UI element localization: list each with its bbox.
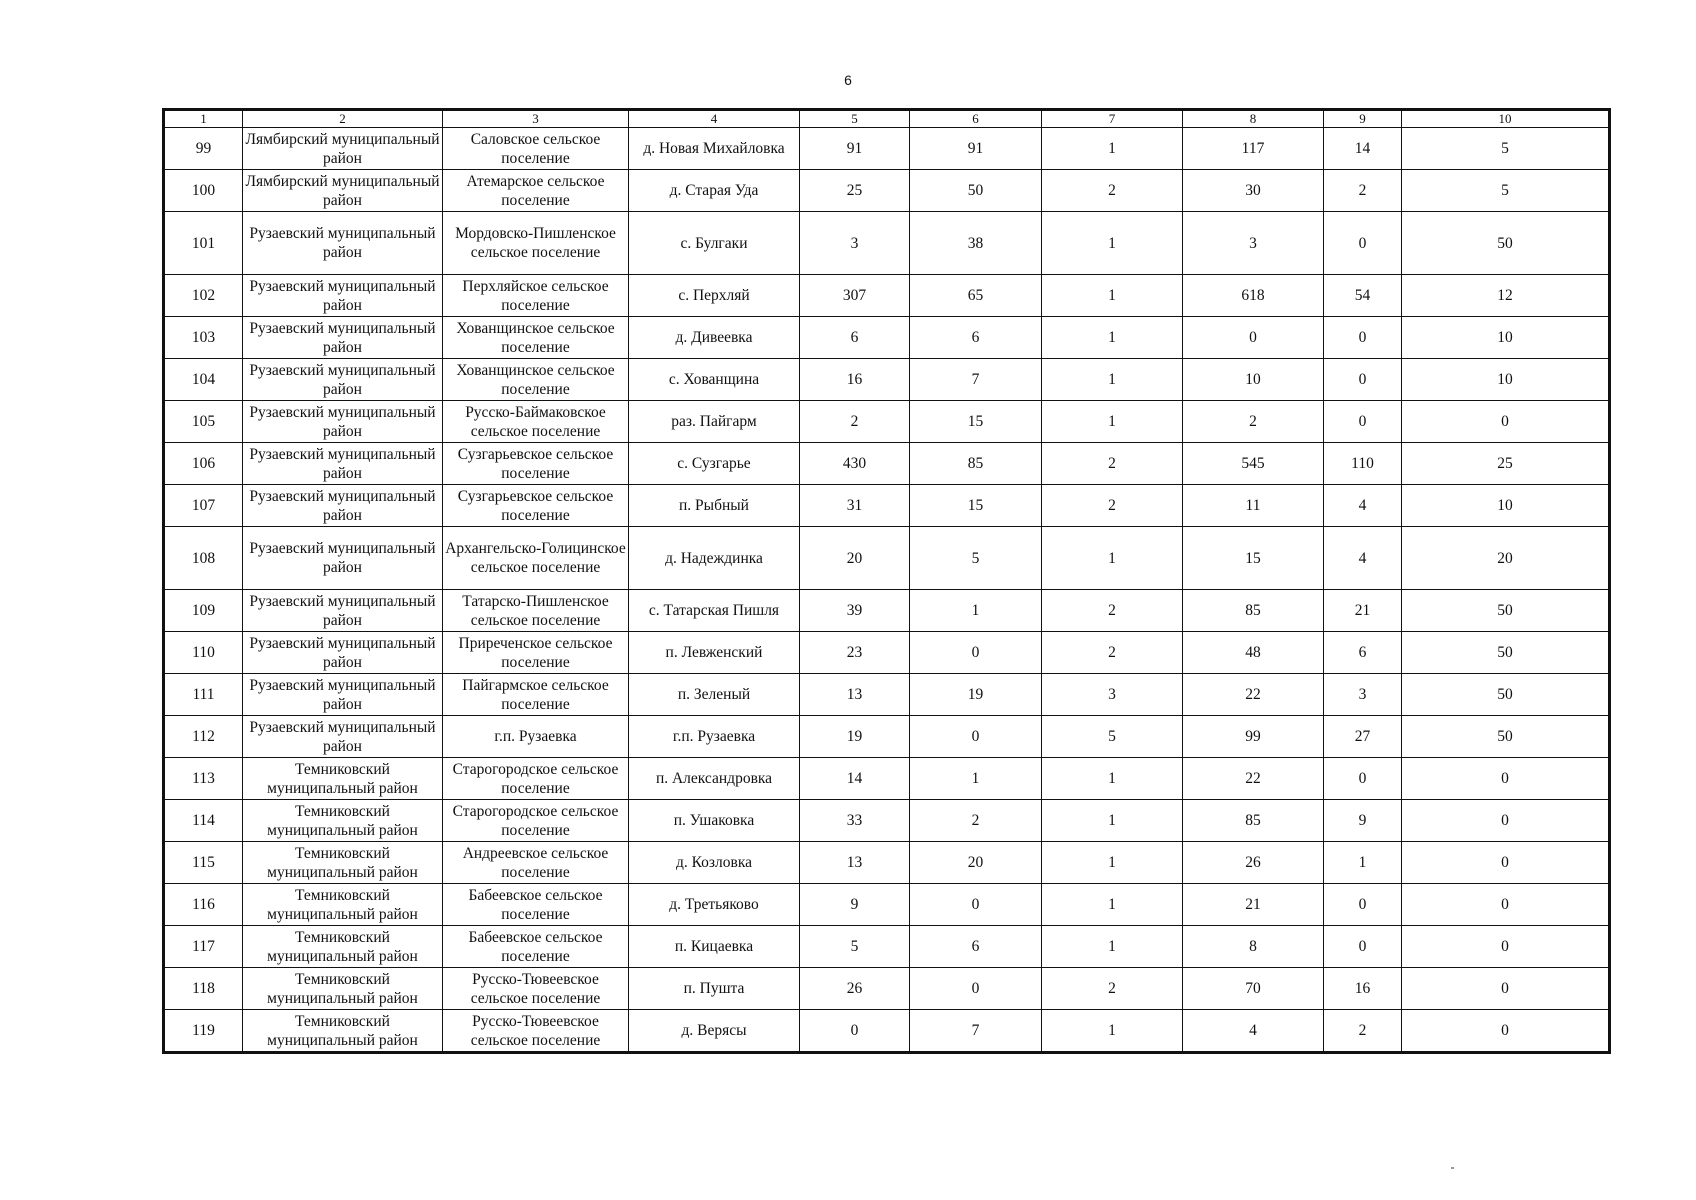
value-7-cell: 2 (1042, 170, 1183, 212)
table-row (165, 317, 1609, 359)
row-number-cell: 112 (165, 716, 243, 758)
value-8-cell: 8 (1183, 926, 1324, 968)
district-name-cell: Темниковский муниципальный район (243, 968, 443, 1010)
locality-name-cell: п. Рыбный (629, 485, 800, 527)
row-number-cell: 99 (165, 128, 243, 170)
value-7-cell: 2 (1042, 632, 1183, 674)
settlement-name-cell: Мордовско-Пишленское сельское поселение (443, 212, 629, 275)
value-5-cell: 19 (800, 716, 910, 758)
value-8-cell: 15 (1183, 527, 1324, 590)
value-6-cell: 50 (910, 170, 1042, 212)
district-name-cell: Темниковский муниципальный район (243, 884, 443, 926)
column-number: 8 (1183, 111, 1324, 128)
settlement-name-cell: Татарско-Пишленское сельское поселение (443, 590, 629, 632)
value-8-cell: 10 (1183, 359, 1324, 401)
value-10-cell: 25 (1402, 443, 1609, 485)
settlement-name-cell: Сузгарьевское сельское поселение (443, 485, 629, 527)
table-row (165, 758, 1609, 800)
value-10-cell: 20 (1402, 527, 1609, 590)
column-number: 2 (243, 111, 443, 128)
locality-name-cell: с. Татарская Пишля (629, 590, 800, 632)
locality-name-cell: п. Зеленый (629, 674, 800, 716)
settlement-name-cell: Русско-Баймаковское сельское поселение (443, 401, 629, 443)
value-8-cell: 0 (1183, 317, 1324, 359)
value-10-cell: 50 (1402, 716, 1609, 758)
settlement-name-cell: Хованщинское сельское поселение (443, 359, 629, 401)
value-6-cell: 7 (910, 359, 1042, 401)
value-5-cell: 33 (800, 800, 910, 842)
value-6-cell: 15 (910, 485, 1042, 527)
table-row (165, 128, 1609, 170)
value-8-cell: 3 (1183, 212, 1324, 275)
table-row (165, 884, 1609, 926)
column-number: 3 (443, 111, 629, 128)
table-row (165, 800, 1609, 842)
value-8-cell: 117 (1183, 128, 1324, 170)
value-9-cell: 4 (1324, 527, 1402, 590)
table-row (165, 527, 1609, 590)
value-5-cell: 307 (800, 275, 910, 317)
value-7-cell: 1 (1042, 359, 1183, 401)
value-9-cell: 0 (1324, 758, 1402, 800)
value-7-cell: 1 (1042, 884, 1183, 926)
value-10-cell: 0 (1402, 401, 1609, 443)
district-name-cell: Рузаевский муниципальный район (243, 590, 443, 632)
row-number-cell: 101 (165, 212, 243, 275)
value-8-cell: 21 (1183, 884, 1324, 926)
settlement-name-cell: Андреевское сельское поселение (443, 842, 629, 884)
locality-name-cell: г.п. Рузаевка (629, 716, 800, 758)
value-9-cell: 3 (1324, 674, 1402, 716)
value-10-cell: 50 (1402, 212, 1609, 275)
value-8-cell: 70 (1183, 968, 1324, 1010)
value-8-cell: 22 (1183, 674, 1324, 716)
value-9-cell: 16 (1324, 968, 1402, 1010)
value-9-cell: 0 (1324, 212, 1402, 275)
value-5-cell: 6 (800, 317, 910, 359)
row-number-cell: 104 (165, 359, 243, 401)
value-10-cell: 0 (1402, 758, 1609, 800)
value-8-cell: 545 (1183, 443, 1324, 485)
value-7-cell: 1 (1042, 758, 1183, 800)
locality-name-cell: д. Третьяково (629, 884, 800, 926)
locality-name-cell: с. Булгаки (629, 212, 800, 275)
district-name-cell: Рузаевский муниципальный район (243, 317, 443, 359)
value-5-cell: 5 (800, 926, 910, 968)
settlement-name-cell: Саловское сельское поселение (443, 128, 629, 170)
value-5-cell: 430 (800, 443, 910, 485)
table-row (165, 1010, 1609, 1052)
settlement-name-cell: Атемарское сельское поселение (443, 170, 629, 212)
value-7-cell: 1 (1042, 1010, 1183, 1052)
value-9-cell: 4 (1324, 485, 1402, 527)
value-7-cell: 2 (1042, 590, 1183, 632)
value-7-cell: 1 (1042, 926, 1183, 968)
district-name-cell: Рузаевский муниципальный район (243, 359, 443, 401)
value-6-cell: 1 (910, 590, 1042, 632)
value-5-cell: 14 (800, 758, 910, 800)
district-name-cell: Рузаевский муниципальный район (243, 275, 443, 317)
row-number-cell: 116 (165, 884, 243, 926)
table-row (165, 170, 1609, 212)
value-5-cell: 9 (800, 884, 910, 926)
value-6-cell: 91 (910, 128, 1042, 170)
value-9-cell: 21 (1324, 590, 1402, 632)
locality-name-cell: д. Надеждинка (629, 527, 800, 590)
row-number-cell: 103 (165, 317, 243, 359)
value-10-cell: 0 (1402, 884, 1609, 926)
settlement-name-cell: Архангельско-Голицинское сельское поселение (443, 527, 629, 590)
row-number-cell: 107 (165, 485, 243, 527)
value-8-cell: 26 (1183, 842, 1324, 884)
settlement-name-cell: Русско-Тювеевское сельское поселение (443, 1010, 629, 1052)
value-5-cell: 26 (800, 968, 910, 1010)
settlement-name-cell: Перхляйское сельское поселение (443, 275, 629, 317)
value-10-cell: 0 (1402, 968, 1609, 1010)
value-5-cell: 16 (800, 359, 910, 401)
value-10-cell: 0 (1402, 842, 1609, 884)
district-name-cell: Рузаевский муниципальный район (243, 401, 443, 443)
value-10-cell: 5 (1402, 128, 1609, 170)
value-6-cell: 38 (910, 212, 1042, 275)
table-row (165, 485, 1609, 527)
settlement-name-cell: Хованщинское сельское поселение (443, 317, 629, 359)
row-number-cell: 110 (165, 632, 243, 674)
value-10-cell: 5 (1402, 170, 1609, 212)
row-number-cell: 108 (165, 527, 243, 590)
value-5-cell: 13 (800, 842, 910, 884)
value-6-cell: 6 (910, 926, 1042, 968)
value-6-cell: 0 (910, 716, 1042, 758)
district-name-cell: Рузаевский муниципальный район (243, 485, 443, 527)
locality-name-cell: д. Дивеевка (629, 317, 800, 359)
column-number: 1 (165, 111, 243, 128)
value-6-cell: 20 (910, 842, 1042, 884)
value-5-cell: 23 (800, 632, 910, 674)
value-6-cell: 0 (910, 968, 1042, 1010)
value-8-cell: 30 (1183, 170, 1324, 212)
settlement-name-cell: г.п. Рузаевка (443, 716, 629, 758)
value-6-cell: 85 (910, 443, 1042, 485)
locality-name-cell: с. Перхляй (629, 275, 800, 317)
value-7-cell: 1 (1042, 128, 1183, 170)
value-8-cell: 48 (1183, 632, 1324, 674)
table-row (165, 590, 1609, 632)
locality-name-cell: п. Левженский (629, 632, 800, 674)
locality-name-cell: д. Старая Уда (629, 170, 800, 212)
settlement-name-cell: Приреченское сельское поселение (443, 632, 629, 674)
district-name-cell: Рузаевский муниципальный район (243, 632, 443, 674)
locality-name-cell: с. Сузгарье (629, 443, 800, 485)
locality-name-cell: п. Ушаковка (629, 800, 800, 842)
district-name-cell: Рузаевский муниципальный район (243, 212, 443, 275)
table-row (165, 401, 1609, 443)
value-9-cell: 54 (1324, 275, 1402, 317)
value-9-cell: 14 (1324, 128, 1402, 170)
column-number: 6 (910, 111, 1042, 128)
value-7-cell: 2 (1042, 443, 1183, 485)
table-row (165, 443, 1609, 485)
value-7-cell: 1 (1042, 800, 1183, 842)
page-number: 6 (844, 72, 852, 88)
district-name-cell: Темниковский муниципальный район (243, 800, 443, 842)
settlement-name-cell: Бабеевское сельское поселение (443, 884, 629, 926)
value-5-cell: 31 (800, 485, 910, 527)
table-row (165, 212, 1609, 275)
value-8-cell: 99 (1183, 716, 1324, 758)
column-number-row (165, 111, 1609, 128)
district-name-cell: Рузаевский муниципальный район (243, 527, 443, 590)
value-5-cell: 25 (800, 170, 910, 212)
locality-name-cell: с. Хованщина (629, 359, 800, 401)
locality-name-cell: д. Козловка (629, 842, 800, 884)
value-9-cell: 0 (1324, 359, 1402, 401)
value-9-cell: 6 (1324, 632, 1402, 674)
locality-name-cell: п. Пушта (629, 968, 800, 1010)
value-5-cell: 91 (800, 128, 910, 170)
table-row (165, 674, 1609, 716)
value-6-cell: 19 (910, 674, 1042, 716)
table-body (165, 111, 1609, 1052)
value-9-cell: 1 (1324, 842, 1402, 884)
district-name-cell: Темниковский муниципальный район (243, 842, 443, 884)
locality-name-cell: д. Верясы (629, 1010, 800, 1052)
row-number-cell: 102 (165, 275, 243, 317)
table-row (165, 716, 1609, 758)
settlement-name-cell: Старогородское сельское поселение (443, 758, 629, 800)
value-10-cell: 50 (1402, 590, 1609, 632)
column-number: 4 (629, 111, 800, 128)
district-name-cell: Темниковский муниципальный район (243, 926, 443, 968)
value-10-cell: 10 (1402, 359, 1609, 401)
value-6-cell: 15 (910, 401, 1042, 443)
value-7-cell: 2 (1042, 968, 1183, 1010)
district-name-cell: Темниковский муниципальный район (243, 758, 443, 800)
district-name-cell: Лямбирский муниципальный район (243, 170, 443, 212)
value-5-cell: 2 (800, 401, 910, 443)
value-9-cell: 0 (1324, 401, 1402, 443)
value-5-cell: 20 (800, 527, 910, 590)
column-number: 9 (1324, 111, 1402, 128)
value-7-cell: 1 (1042, 317, 1183, 359)
table-row (165, 632, 1609, 674)
row-number-cell: 113 (165, 758, 243, 800)
value-8-cell: 22 (1183, 758, 1324, 800)
value-7-cell: 1 (1042, 212, 1183, 275)
district-name-cell: Рузаевский муниципальный район (243, 443, 443, 485)
value-7-cell: 1 (1042, 401, 1183, 443)
value-9-cell: 110 (1324, 443, 1402, 485)
value-5-cell: 39 (800, 590, 910, 632)
value-8-cell: 11 (1183, 485, 1324, 527)
locality-name-cell: п. Александровка (629, 758, 800, 800)
value-7-cell: 2 (1042, 485, 1183, 527)
value-8-cell: 2 (1183, 401, 1324, 443)
district-name-cell: Рузаевский муниципальный район (243, 674, 443, 716)
row-number-cell: 119 (165, 1010, 243, 1052)
value-8-cell: 4 (1183, 1010, 1324, 1052)
value-8-cell: 85 (1183, 590, 1324, 632)
value-6-cell: 5 (910, 527, 1042, 590)
table-row (165, 968, 1609, 1010)
row-number-cell: 118 (165, 968, 243, 1010)
value-9-cell: 0 (1324, 884, 1402, 926)
value-5-cell: 3 (800, 212, 910, 275)
scan-speck (1451, 1167, 1454, 1169)
value-6-cell: 2 (910, 800, 1042, 842)
value-10-cell: 0 (1402, 800, 1609, 842)
value-7-cell: 1 (1042, 527, 1183, 590)
row-number-cell: 106 (165, 443, 243, 485)
value-6-cell: 65 (910, 275, 1042, 317)
row-number-cell: 114 (165, 800, 243, 842)
settlement-name-cell: Бабеевское сельское поселение (443, 926, 629, 968)
row-number-cell: 105 (165, 401, 243, 443)
value-10-cell: 0 (1402, 1010, 1609, 1052)
value-7-cell: 1 (1042, 275, 1183, 317)
value-9-cell: 2 (1324, 170, 1402, 212)
value-8-cell: 85 (1183, 800, 1324, 842)
value-10-cell: 10 (1402, 317, 1609, 359)
settlement-name-cell: Сузгарьевское сельское поселение (443, 443, 629, 485)
locality-name-cell: п. Кицаевка (629, 926, 800, 968)
table-row (165, 359, 1609, 401)
value-7-cell: 5 (1042, 716, 1183, 758)
value-10-cell: 10 (1402, 485, 1609, 527)
settlement-name-cell: Русско-Тювеевское сельское поселение (443, 968, 629, 1010)
value-8-cell: 618 (1183, 275, 1324, 317)
value-10-cell: 50 (1402, 674, 1609, 716)
value-7-cell: 3 (1042, 674, 1183, 716)
value-6-cell: 7 (910, 1010, 1042, 1052)
column-number: 5 (800, 111, 910, 128)
settlement-name-cell: Старогородское сельское поселение (443, 800, 629, 842)
table-row (165, 926, 1609, 968)
value-9-cell: 9 (1324, 800, 1402, 842)
table-row (165, 842, 1609, 884)
row-number-cell: 109 (165, 590, 243, 632)
data-table (164, 110, 1609, 1052)
district-name-cell: Рузаевский муниципальный район (243, 716, 443, 758)
value-6-cell: 0 (910, 632, 1042, 674)
table-row (165, 275, 1609, 317)
row-number-cell: 111 (165, 674, 243, 716)
column-number: 10 (1402, 111, 1609, 128)
value-9-cell: 2 (1324, 1010, 1402, 1052)
district-name-cell: Темниковский муниципальный район (243, 1010, 443, 1052)
value-5-cell: 0 (800, 1010, 910, 1052)
value-9-cell: 27 (1324, 716, 1402, 758)
row-number-cell: 115 (165, 842, 243, 884)
row-number-cell: 100 (165, 170, 243, 212)
value-9-cell: 0 (1324, 926, 1402, 968)
row-number-cell: 117 (165, 926, 243, 968)
value-6-cell: 6 (910, 317, 1042, 359)
district-name-cell: Лямбирский муниципальный район (243, 128, 443, 170)
value-6-cell: 1 (910, 758, 1042, 800)
value-5-cell: 13 (800, 674, 910, 716)
value-10-cell: 0 (1402, 926, 1609, 968)
settlement-name-cell: Пайгармское сельское поселение (443, 674, 629, 716)
locality-name-cell: раз. Пайгарм (629, 401, 800, 443)
value-6-cell: 0 (910, 884, 1042, 926)
value-7-cell: 1 (1042, 842, 1183, 884)
column-number: 7 (1042, 111, 1183, 128)
value-9-cell: 0 (1324, 317, 1402, 359)
locality-name-cell: д. Новая Михайловка (629, 128, 800, 170)
value-10-cell: 50 (1402, 632, 1609, 674)
value-10-cell: 12 (1402, 275, 1609, 317)
